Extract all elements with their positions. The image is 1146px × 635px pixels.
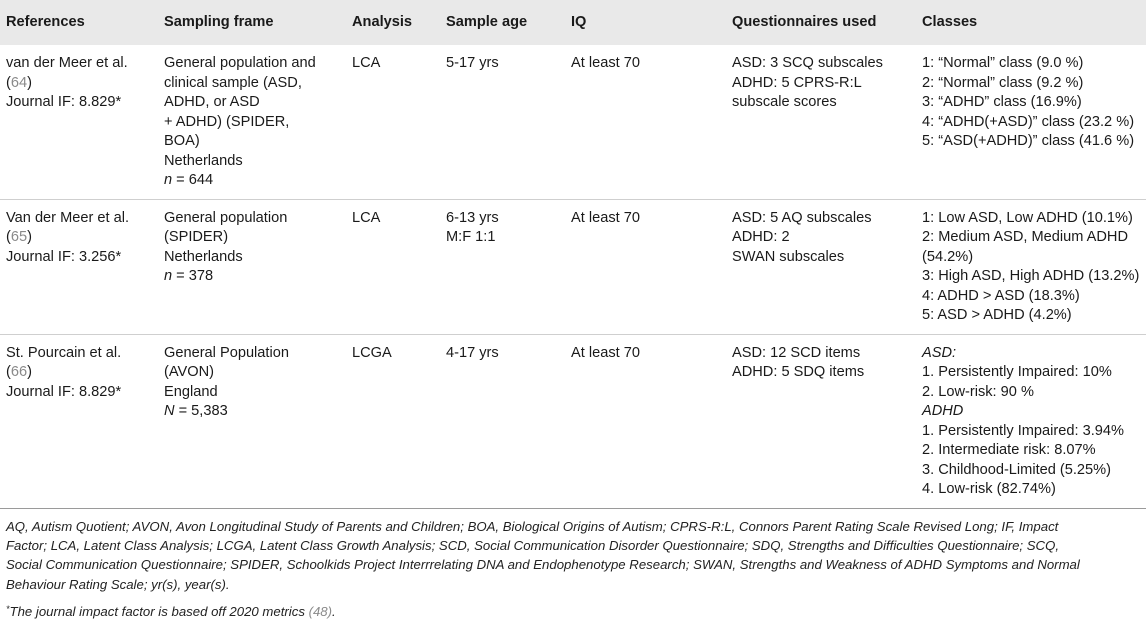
class-line: 1: Low ASD, Low ADHD (10.1%) xyxy=(922,209,1133,226)
table-row xyxy=(0,45,1146,199)
quest-line: ASD: 5 AQ subscales xyxy=(732,209,872,226)
cell-classes xyxy=(916,45,1146,199)
class-line: 2: “Normal” class (9.2 %) xyxy=(922,74,1084,91)
frame-line: + ADHD) (SPIDER, xyxy=(164,113,290,130)
quest-line: SWAN subscales xyxy=(732,248,845,265)
classes-asd-label: ASD: xyxy=(922,344,957,361)
citation-link[interactable]: 66 xyxy=(10,364,28,380)
cell-sample-age xyxy=(440,334,565,508)
frame-line: (SPIDER) xyxy=(164,229,229,245)
cite-paren: ) xyxy=(27,229,32,245)
cell-questionnaires xyxy=(726,199,916,334)
frame-line: Netherlands xyxy=(164,248,243,265)
cell-sampling-frame xyxy=(158,45,346,199)
n-value: = 378 xyxy=(172,268,214,284)
sample-size xyxy=(164,171,340,191)
class-line: 5: “ASD(+ADHD)” class (41.6 %) xyxy=(922,133,1135,149)
class-line: 3. Childhood-Limited (5.25%) xyxy=(922,461,1112,478)
cell-iq: At least 70 xyxy=(565,45,726,199)
abbreviations-footnote xyxy=(0,509,1146,595)
classes-adhd-label: ADHD xyxy=(922,403,964,419)
age-line: M:F 1:1 xyxy=(446,229,496,245)
cell-references xyxy=(0,45,158,199)
n-label: n xyxy=(164,268,173,284)
frame-line: Netherlands xyxy=(164,152,243,169)
cell-questionnaires xyxy=(726,334,916,508)
cell-classes xyxy=(916,199,1146,334)
class-line: 3: “ADHD” class (16.9%) xyxy=(922,94,1082,110)
class-line: 2: Medium ASD, Medium ADHD xyxy=(922,229,1129,245)
header-analysis: Analysis xyxy=(346,0,440,45)
note-period: . xyxy=(332,604,336,620)
journal-if: Journal IF: 3.256* xyxy=(6,248,122,265)
quest-line: ADHD: 2 xyxy=(732,229,790,245)
header-row xyxy=(0,0,1146,45)
class-line: 5: ASD > ADHD (4.2%) xyxy=(922,307,1072,323)
class-line: 4: ADHD > ASD (18.3%) xyxy=(922,287,1080,304)
frame-line: General population and xyxy=(164,55,316,71)
cite-paren: ( xyxy=(6,364,11,380)
quest-line: ASD: 12 SCD items xyxy=(732,344,861,361)
journal-if: Journal IF: 8.829* xyxy=(6,94,122,110)
frame-line: General population xyxy=(164,209,288,226)
citation-link[interactable]: (48) xyxy=(308,604,333,620)
frame-line: General Population xyxy=(164,344,289,361)
quest-line: ADHD: 5 SDQ items xyxy=(732,364,865,380)
n-value: = 5,383 xyxy=(174,403,228,419)
cell-iq: At least 70 xyxy=(565,199,726,334)
citation-link[interactable]: 65 xyxy=(10,229,28,245)
ref-author: van der Meer et al. xyxy=(6,55,128,71)
frame-line: clinical sample (ASD, xyxy=(164,74,302,91)
class-line: 1: “Normal” class (9.0 %) xyxy=(922,55,1084,71)
cell-analysis: LCA xyxy=(346,199,440,334)
cell-sampling-frame xyxy=(158,334,346,508)
sample-size xyxy=(164,267,340,287)
cell-analysis: LCA xyxy=(346,45,440,199)
cell-classes xyxy=(916,334,1146,508)
quest-line: ADHD: 5 CPRS-R:L xyxy=(732,74,862,91)
citation-link[interactable]: 64 xyxy=(10,74,28,91)
class-line: 1. Persistently Impaired: 10% xyxy=(922,364,1112,380)
cell-references xyxy=(0,334,158,508)
n-value: = 644 xyxy=(172,172,214,188)
header-sampling-frame: Sampling frame xyxy=(158,0,346,45)
asterisk-mark: * xyxy=(6,604,10,615)
header-questionnaires: Questionnaires used xyxy=(726,0,916,45)
class-line: 4: “ADHD(+ASD)” class (23.2 %) xyxy=(922,113,1135,130)
cell-questionnaires xyxy=(726,45,916,199)
age-line: 4-17 yrs xyxy=(446,344,499,361)
n-label: N xyxy=(164,403,175,419)
frame-line: BOA) xyxy=(164,133,200,149)
cell-sample-age xyxy=(440,45,565,199)
journal-if: Journal IF: 8.829* xyxy=(6,383,122,400)
header-sample-age: Sample age xyxy=(440,0,565,45)
class-line: 4. Low-risk (82.74%) xyxy=(922,481,1056,497)
frame-line: (AVON) xyxy=(164,364,214,380)
quest-line: ASD: 3 SCQ subscales xyxy=(732,55,883,71)
cite-paren: ) xyxy=(27,74,32,91)
ref-author: Van der Meer et al. xyxy=(6,209,130,226)
n-label: n xyxy=(164,172,173,188)
impact-factor-note xyxy=(0,594,1146,621)
ref-author: St. Pourcain et al. xyxy=(6,344,122,361)
header-iq: IQ xyxy=(565,0,726,45)
sample-size xyxy=(164,402,340,422)
class-line: 2. Low-risk: 90 % xyxy=(922,383,1034,400)
footnote-line: Social Communication Questionnaire; SPIDER, Schoolkids Project Interrrelating DNA and Endophenotype Research; SWAN, Strengths and Weakness of ADHD Symptoms and Normal xyxy=(6,557,1080,573)
age-line: 6-13 yrs xyxy=(446,209,499,226)
cell-sample-age xyxy=(440,199,565,334)
table-row xyxy=(0,199,1146,334)
cell-analysis: LCGA xyxy=(346,334,440,508)
quest-line: subscale scores xyxy=(732,94,837,110)
cell-references xyxy=(0,199,158,334)
age-line: 5-17 yrs xyxy=(446,55,499,71)
class-line: 1. Persistently Impaired: 3.94% xyxy=(922,422,1124,439)
class-line: (54.2%) xyxy=(922,248,974,265)
class-line: 2. Intermediate risk: 8.07% xyxy=(922,442,1096,458)
cite-paren: ) xyxy=(27,364,32,380)
frame-line: ADHD, or ASD xyxy=(164,94,260,110)
footnote-line: Behaviour Rating Scale; yr(s), year(s). xyxy=(6,576,230,592)
cell-iq: At least 70 xyxy=(565,334,726,508)
footnote-line: Factor; LCA, Latent Class Analysis; LCGA, Latent Class Growth Analysis; SCD, Social Communication Disorder Questionnaire; SDQ, Strengths and Difficulties Questionnaire; SCQ, xyxy=(6,537,1059,553)
footnote-line: AQ, Autism Quotient; AVON, Avon Longitudinal Study of Parents and Children; BOA, Biological Origins of Autism; CPRS-R:L, Connors Parent Rating Scale Revised Long; IF, Impact xyxy=(6,518,1059,534)
header-classes: Classes xyxy=(916,0,1146,45)
table-row xyxy=(0,334,1146,508)
cell-sampling-frame xyxy=(158,199,346,334)
cite-paren: ( xyxy=(6,74,11,91)
header-references: References xyxy=(0,0,158,45)
class-line: 3: High ASD, High ADHD (13.2%) xyxy=(922,268,1140,284)
note-text: The journal impact factor is based off 2020 metrics xyxy=(9,604,309,620)
frame-line: England xyxy=(164,383,218,400)
cite-paren: ( xyxy=(6,229,11,245)
